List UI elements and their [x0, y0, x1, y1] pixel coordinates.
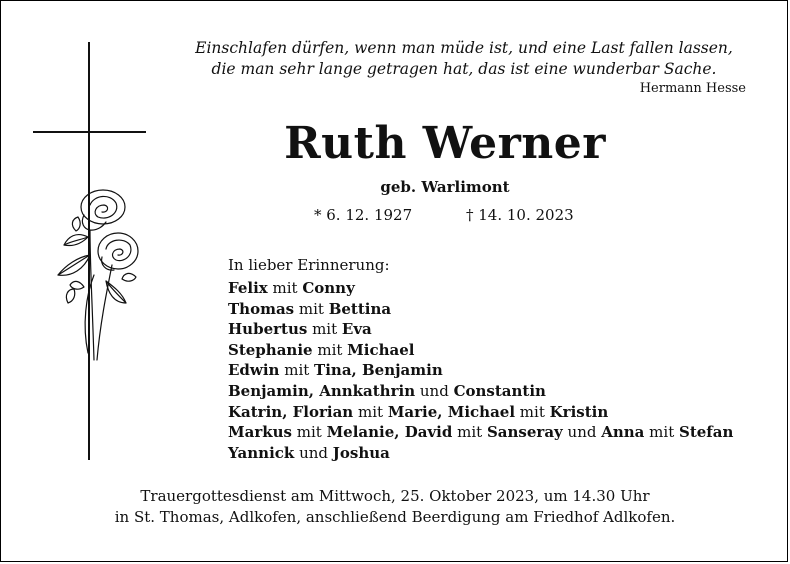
mourner-name: Edwin	[228, 361, 280, 380]
quote-line: Einschlafen dürfen, wenn man müde ist, und eine Last fallen lassen,	[195, 39, 733, 57]
mourner-name: Katrin, Florian	[228, 402, 354, 421]
mourner-line	[228, 422, 733, 443]
mourner-line	[228, 278, 733, 299]
mourner-name: Yannick	[228, 443, 295, 462]
mourner-name: Michael	[347, 340, 415, 359]
roses-icon	[50, 185, 145, 365]
mourner-connector: und	[415, 381, 454, 400]
mourner-name: Felix	[228, 279, 268, 297]
birth-date: * 6. 12. 1927	[314, 206, 413, 224]
quote-author: Hermann Hesse	[639, 81, 746, 96]
mourner-name: Melanie, David	[326, 423, 453, 442]
mourner-line	[228, 360, 733, 381]
mourner-name: Tina, Benjamin	[314, 361, 443, 380]
mourner-connector: und	[562, 423, 602, 442]
mourner-line	[228, 319, 733, 340]
deceased-name: Ruth Werner	[284, 118, 606, 169]
mourner-name: Stefan	[679, 423, 734, 442]
mourner-connector: mit	[353, 402, 388, 421]
mourner-line	[228, 299, 733, 320]
maiden-name: geb. Warlimont	[380, 178, 510, 196]
mourner-name: Hubertus	[228, 320, 308, 339]
mourner-name: Marie, Michael	[387, 402, 516, 421]
mourner-connector: mit	[644, 423, 679, 442]
mourner-connector: mit	[291, 423, 327, 442]
mourner-name: Anna	[601, 423, 645, 442]
mourner-name: Stephanie	[228, 340, 313, 359]
mourner-name: Conny	[302, 279, 355, 297]
mourner-connector: mit	[279, 361, 315, 380]
mourner-connector: mit	[267, 279, 303, 297]
service-line: Trauergottesdienst am Mittwoch, 25. Oktober 2023, um 14.30 Uhr	[140, 487, 650, 505]
mourning-intro: In lieber Erinnerung:	[228, 256, 390, 274]
mourner-name: Markus	[228, 423, 292, 442]
service-info	[0, 486, 790, 528]
service-line: in St. Thomas, Adlkofen, anschließend Beerdigung am Friedhof Adlkofen.	[114, 508, 676, 526]
mourner-name: Thomas	[228, 299, 295, 318]
quote	[150, 38, 778, 80]
mourner-name: Eva	[341, 320, 372, 339]
mourner-connector: mit	[452, 423, 487, 442]
death-date: † 14. 10. 2023	[466, 206, 574, 224]
mourners-list	[228, 278, 733, 463]
mourner-connector: und	[294, 443, 333, 462]
mourner-name: Sanseray	[486, 423, 563, 442]
mourner-name: Joshua	[332, 443, 390, 462]
mourner-line	[228, 340, 733, 361]
mourner-connector: mit	[307, 320, 342, 339]
mourner-name: Kristin	[549, 402, 609, 421]
mourner-name: Bettina	[328, 299, 392, 318]
mourner-connector: mit	[312, 340, 348, 359]
quote-line: die man sehr lange getragen hat, das ist eine wunderbar Sache.	[211, 60, 717, 78]
mourner-line	[228, 402, 733, 423]
mourner-name: Constantin	[453, 381, 546, 400]
mourner-line	[228, 381, 733, 402]
mourner-line	[228, 443, 733, 464]
mourner-connector: mit	[294, 299, 329, 318]
mourner-name: Benjamin, Annkathrin	[228, 381, 416, 400]
mourner-connector: mit	[515, 402, 550, 421]
